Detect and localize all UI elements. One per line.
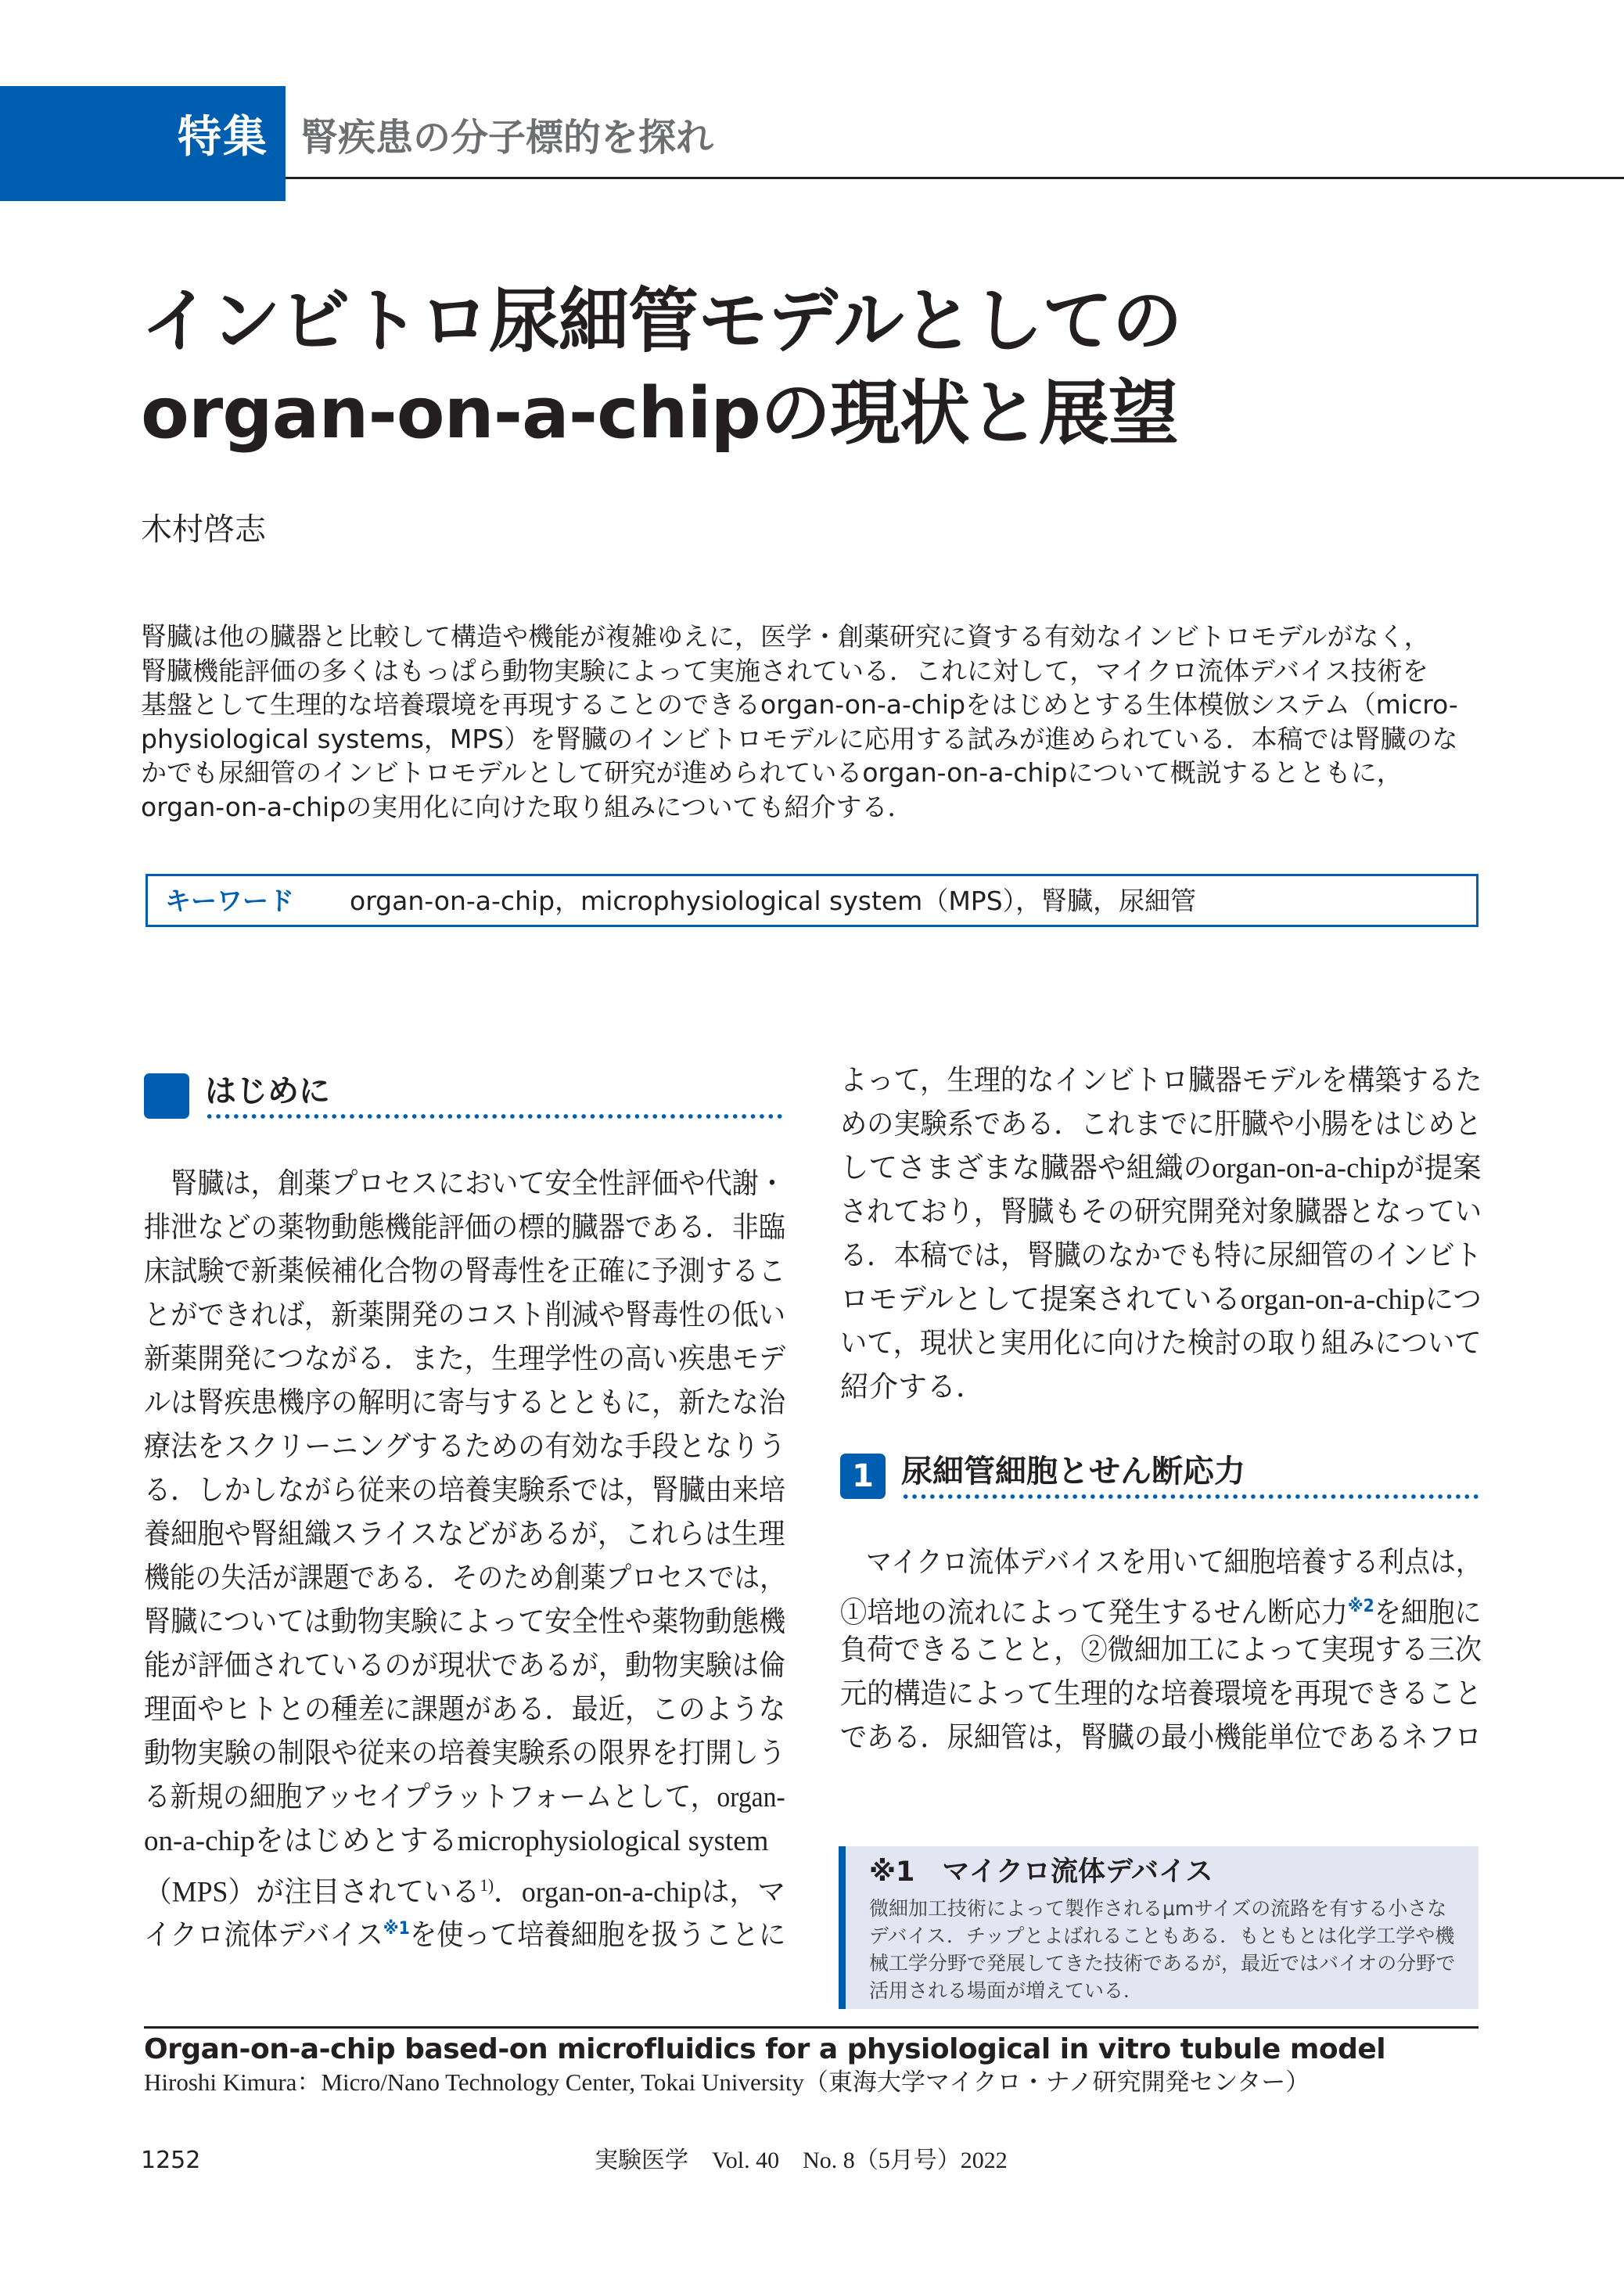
body-line: とができれば，新薬開発のコスト削減や腎毒性の低い (144, 1299, 785, 1332)
english-title-rule (144, 2026, 1478, 2029)
body-line: on-a-chipをはじめとするmicrophysiological system (144, 1825, 769, 1857)
footnote-ref-1[interactable]: ※1 (383, 1919, 410, 1939)
section-body (144, 1163, 785, 1951)
column-left (144, 1064, 785, 1951)
body-line: 新薬開発につながる．また，生理学性の高い疾患モデ (144, 1343, 786, 1375)
body-line-footnote-ref (144, 1907, 786, 1952)
body-line: いて，現状と実用化に向けた検討の取り組みについて (840, 1328, 1482, 1360)
footnote-box (839, 1846, 1478, 2009)
section-marker-square-icon (144, 1073, 189, 1119)
body-line: る．本稿では，腎臓のなかでも特に尿細管のインビト (840, 1240, 1482, 1272)
footnote-body (869, 1895, 1455, 2004)
body-line-citation (144, 1864, 786, 1909)
title-line: organ-on-a-chipの現状と展望 (141, 372, 1178, 455)
abstract-line: organ-on-a-chipの実用化に向けた取り組みについても紹介する． (141, 791, 914, 822)
body-line: 能が評価されているのが現状であるが，動物実験は倫 (144, 1650, 785, 1682)
dotted-rule (901, 1494, 1482, 1499)
text: を細胞に (1374, 1597, 1482, 1630)
abstract-line: 腎臓機能評価の多くはもっぱら動物実験によって実施されている．これに対して，マイクロ流体デバイス技術を (141, 655, 1428, 686)
body-line: 理面やヒトとの種差に課題がある．最近，このような (144, 1694, 785, 1726)
section-heading-1 (840, 1444, 1482, 1507)
body-line: 養細胞や腎組織スライスなどがあるが，これらは生理 (144, 1518, 785, 1551)
text: を使って培養細胞を扱うことに (409, 1919, 786, 1952)
feature-topic: 腎疾患の分子標的を探れ (300, 116, 714, 160)
body-line: 腎臓については動物実験によって安全性や薬物動態機 (144, 1606, 786, 1638)
body-line: 動物実験の制限や従来の培養実験系の限界を打開しう (144, 1738, 785, 1770)
body-line: 元的構造によって生理的な培養環境を再現できること (840, 1678, 1482, 1710)
body-line: 紹介する． (840, 1371, 985, 1403)
journal-citation: 実験医学 Vol. 40 No. 8（5月号）2022 (595, 2147, 1008, 2173)
body-line: 療法をスクリーニングするための有効な手段となりう (144, 1431, 786, 1463)
title-line: インビトロ尿細管モデルとしての (141, 280, 1182, 362)
footnote-title: ※1 マイクロ流体デバイス (869, 1856, 1213, 1888)
body-line: してさまざまな臓器や組織のorgan-on-a-chipが提案 (840, 1152, 1482, 1184)
text: ．organ-on-a-chipは，マ (494, 1876, 786, 1909)
feature-banner (0, 86, 286, 201)
body-line: る新規の細胞アッセイプラットフォームとして，organ- (144, 1781, 785, 1813)
section-number-badge: 1 (840, 1454, 886, 1499)
body-line: 負荷できることと，②微細加工によって実現する三次 (840, 1634, 1482, 1666)
body-line: されており，腎臓もその研究開発対象臓器となってい (840, 1196, 1482, 1228)
abstract-line: かでも尿細管のインビトロモデルとして研究が進められているorgan-on-a-chipについて概説するとともに， (141, 757, 1403, 788)
text: （MPS）が注目されている (144, 1876, 480, 1909)
author-affiliation: Hiroshi Kimura：Micro/Nano Technology Center, Tokai University（東海大学マイクロ・ナノ研究開発センター） (144, 2068, 1310, 2096)
body-line: 腎臓は，創薬プロセスにおいて安全性評価や代謝・ (144, 1168, 785, 1200)
body-line: 床試験で新薬候補化合物の腎毒性を正確に予測するこ (144, 1256, 785, 1288)
body-line: ルは腎疾患機序の解明に寄与するとともに，新たな治 (144, 1387, 785, 1419)
body-line: ロモデルとして提案されているorgan-on-a-chipにつ (840, 1284, 1482, 1316)
column-right (840, 1064, 1482, 1760)
body-line: めの実験系である．これまでに肝臓や小腸をはじめと (840, 1109, 1482, 1141)
body-line: よって，生理的なインビトロ臓器モデルを構築するた (840, 1065, 1482, 1097)
text: イクロ流体デバイス (144, 1919, 383, 1952)
keywords-box (146, 874, 1478, 927)
abstract-line: 腎臓は他の臓器と比較して構造や機能が複雑ゆえに，医学・創薬研究に資する有効なインビトロモデルがなく， (141, 621, 1430, 652)
footnote-line: 微細加工技術によって製作されるμmサイズの流路を有する小さな (869, 1897, 1447, 1920)
dotted-rule (205, 1114, 785, 1119)
body-line: 排泄などの薬物動態機能評価の標的臓器である．非臨 (144, 1212, 785, 1244)
page-number: 1252 (141, 2147, 201, 2174)
footnote-line: デバイス．チップとよばれることもある．もともとは化学工学や機 (869, 1925, 1455, 1947)
header-rule (286, 177, 1624, 179)
keywords-text: organ-on-a-chip，microphysiological system（MPS），腎臓，尿細管 (350, 886, 1197, 916)
body-line-footnote-ref (840, 1585, 1482, 1630)
section-title: 尿細管細胞とせん断応力 (901, 1454, 1245, 1490)
author-name: 木村啓志 (141, 512, 266, 548)
footnote-ref-2[interactable]: ※2 (1347, 1597, 1374, 1616)
body-line: る．しかしながら従来の培養実験系では，腎臓由来培 (144, 1475, 785, 1507)
body-line: マイクロ流体デバイスを用いて細胞培養する利点は， (840, 1547, 1482, 1579)
section-body (840, 1541, 1482, 1760)
section-title: はじめに (205, 1073, 330, 1109)
section-heading-introduction (144, 1064, 785, 1127)
abstract (141, 620, 1485, 824)
english-title: Organ-on-a-chip based-on microfluidics for a physiological in vitro tubule model (144, 2033, 1386, 2065)
text: ①培地の流れによって発生するせん断応力 (840, 1597, 1348, 1630)
citation-ref[interactable]: 1) (480, 1875, 494, 1895)
footnote-line: 活用される場面が増えている． (869, 1979, 1144, 2002)
abstract-line: physiological systems，MPS）を腎臓のインビトロモデルに応用する試みが進められている．本稿では腎臓のな (141, 723, 1458, 754)
footnote-line: 械工学分野で発展してきた技術であるが，最近ではバイオの分野で (869, 1952, 1456, 1975)
keywords-label: キーワード (165, 886, 294, 916)
body-line: 機能の失活が課題である．そのため創薬プロセスでは， (144, 1562, 785, 1594)
abstract-line: 基盤として生理的な培養環境を再現することのできるorgan-on-a-chipをはじめとする生体模倣システム（micro- (141, 689, 1458, 720)
article-title (141, 275, 1486, 460)
feature-label: 特集 (178, 112, 268, 163)
body-line: である．尿細管は，腎臓の最小機能単位であるネフロ (840, 1722, 1482, 1754)
continued-body (840, 1059, 1482, 1410)
